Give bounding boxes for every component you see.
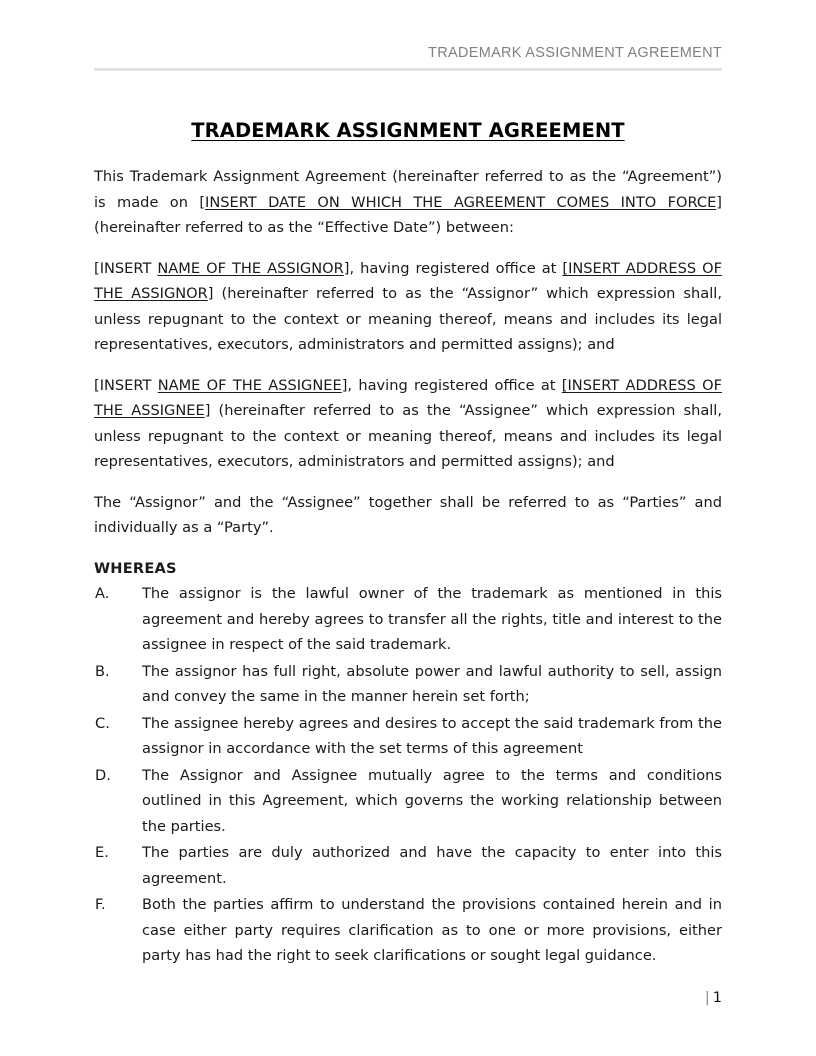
page-title-text: TRADEMARK ASSIGNMENT AGREEMENT bbox=[191, 119, 625, 142]
page-footer bbox=[94, 988, 722, 1008]
assignor-tail: ] (hereinafter referred to as the “Assignor” which expression shall, unless repugnant to the context or meaning thereof, means and includes its legal representatives, executors, administrators and permitted assigns); and bbox=[94, 285, 722, 353]
assignor-name-placeholder[interactable]: NAME OF THE ASSIGNOR bbox=[157, 259, 344, 277]
intro-text-before: This Trademark Assignment Agreement (hereinafter referred to as the “Agreement”) is made on [ bbox=[94, 168, 722, 211]
insert-date-placeholder[interactable]: INSERT DATE ON WHICH THE AGREEMENT COMES INTO FORCE bbox=[205, 193, 717, 211]
list-item-text: The Assignor and Assignee mutually agree to the terms and conditions outlined in this Agreement, which governs the working relationship between the parties. bbox=[142, 766, 722, 835]
list-item-text: The assignor has full right, absolute power and lawful authority to sell, assign and convey the same in the manner herein set forth; bbox=[142, 662, 722, 705]
list-item-marker: D. bbox=[95, 766, 111, 784]
list-item-marker: C. bbox=[95, 714, 110, 732]
paragraph-intro bbox=[94, 164, 722, 241]
header-divider bbox=[94, 68, 722, 71]
list-item bbox=[94, 840, 722, 891]
list-item-text: The assignor is the lawful owner of the trademark as mentioned in this agreement and hereby agrees to transfer all the rights, title and interest to the assignee in respect of the said trademark. bbox=[142, 585, 722, 653]
list-item-text: The assignee hereby agrees and desires to accept the said trademark from the assignor in accordance with the set terms of this agreement bbox=[142, 714, 722, 757]
paragraph-assignee bbox=[94, 373, 722, 475]
list-item bbox=[94, 892, 722, 969]
running-header bbox=[94, 44, 722, 71]
assignee-name-placeholder[interactable]: NAME OF THE ASSIGNEE bbox=[157, 376, 342, 394]
running-header-title: TRADEMARK ASSIGNMENT AGREEMENT bbox=[428, 45, 722, 61]
assignor-address-placeholder[interactable]: [INSERT ADDRESS OF THE ASSIGNOR bbox=[94, 259, 722, 302]
assignor-middle: ], having registered office at bbox=[343, 259, 563, 277]
intro-text-after: ] (hereinafter referred to as the “Effective Date”) between: bbox=[94, 193, 722, 236]
assignee-lead: [INSERT bbox=[94, 376, 158, 394]
assignee-middle: ], having registered office at bbox=[341, 376, 562, 394]
list-item-text: The parties are duly authorized and have the capacity to enter into this agreement. bbox=[142, 844, 722, 887]
paragraph-parties-definition: The “Assignor” and the “Assignee” together shall be referred to as “Parties” and individually as a “Party”. bbox=[94, 493, 722, 536]
document-body bbox=[94, 118, 722, 970]
assignee-tail: ] (hereinafter referred to as the “Assignee” which expression shall, unless repugnant to the context or meaning thereof, means and includes its legal representatives, executors, administrators and permitted assigns); and bbox=[94, 402, 723, 470]
footer-separator: | bbox=[704, 990, 710, 1006]
list-item-marker: F. bbox=[95, 896, 106, 913]
paragraph-assignor bbox=[94, 256, 722, 358]
footer-page-number: 1 bbox=[712, 990, 722, 1006]
whereas-heading: WHEREAS bbox=[94, 559, 177, 577]
list-item bbox=[94, 581, 722, 658]
assignor-lead: [INSERT bbox=[94, 259, 158, 277]
list-item-marker: A. bbox=[95, 585, 110, 602]
list-item bbox=[94, 659, 722, 710]
assignee-address-placeholder[interactable]: [INSERT ADDRESS OF THE ASSIGNEE bbox=[94, 376, 722, 419]
list-item-text: Both the parties affirm to understand the provisions contained herein and in case either party requires clarification as to one or more provisions, either party has had the right to seek clarifications or sought legal guidance. bbox=[142, 896, 722, 964]
list-item bbox=[94, 711, 722, 762]
list-item bbox=[94, 763, 722, 840]
list-item-marker: E. bbox=[95, 844, 109, 861]
page-title bbox=[94, 118, 722, 144]
list-item-marker: B. bbox=[95, 662, 110, 680]
recitals-list bbox=[94, 581, 722, 969]
